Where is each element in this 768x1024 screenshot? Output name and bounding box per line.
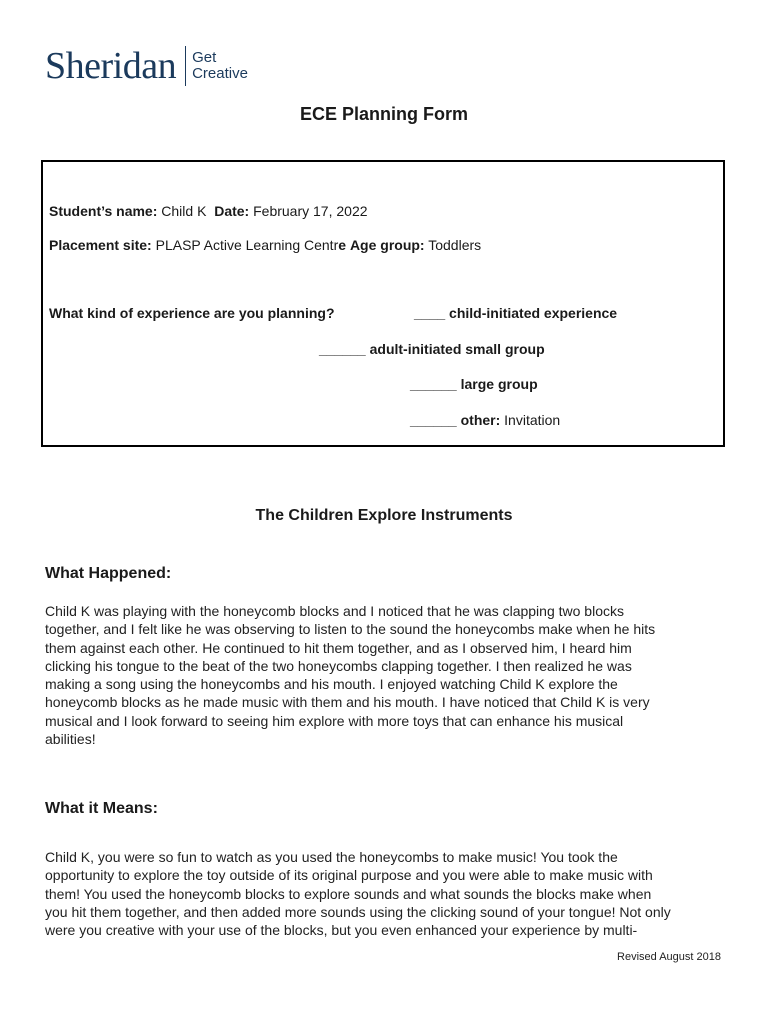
logo-tagline-line-1: Get [192,49,217,66]
what-happened-heading: What Happened: [45,565,172,582]
student-name-label: Student’s name: [49,203,158,219]
paragraph-line: clicking his tongue to the beat of the two honeycombs clapping together. I then realized he was [45,657,632,674]
option-blank: ______ [410,412,457,428]
date-value: February 17, 2022 [253,203,368,219]
paragraph-line: musical and I look forward to seeing him explore with more toys that can enhance his musical [45,712,624,729]
logo-tagline [192,50,248,82]
experience-option-other [410,412,560,428]
logo-wordmark: Sheridan [45,45,177,87]
option-blank: ______ [410,376,457,392]
option-blank: ______ [319,341,366,357]
paragraph-line: opportunity to explore the toy outside of its original purpose and you were able to make music with [45,867,653,884]
what-it-means-paragraph [45,848,735,939]
experience-option-adult-small-group [319,341,545,357]
placement-site-label: Placement site: [49,237,152,253]
student-line [49,203,368,219]
sheridan-logo [45,46,248,86]
age-group-label: Age group: [349,237,425,253]
paragraph-line: you hit them together, and then added more sounds using the clicking sound of your tongue! Not only [45,903,671,920]
student-info-box [41,160,725,447]
paragraph-line: Child K, you were so fun to watch as you used the honeycombs to make music! You took the [45,849,618,865]
placement-site-value: PLASP Active Learning Centr [155,237,339,253]
activity-title: The Children Explore Instruments [255,507,513,524]
placement-line [49,237,481,253]
paragraph-line: making a song using the honeycombs and his mouth. I enjoyed watching Child K explore the [45,676,618,693]
experience-question [49,305,335,321]
paragraph-line: honeycomb blocks as he made music with them and his mouth. I have noticed that Child K is very [45,694,650,711]
paragraph-line: abilities! [45,731,96,748]
paragraph-line: Child K was playing with the honeycomb blocks and I noticed that he was clapping two blocks [45,603,624,619]
option-label: child-initiated experience [449,305,618,321]
paragraph-line: them against each other. He continued to hit them together, and as I observed him, I heard him [45,639,632,656]
student-name-value: Child K [161,203,207,219]
option-label: other: [460,412,501,428]
what-happened-paragraph [45,602,735,748]
option-label: large group [460,376,538,392]
experience-question-text: What kind of experience are you planning? [49,305,335,321]
option-blank: ____ [414,305,446,321]
paragraph-line: were you creative with your use of the blocks, but you even enhanced your experience by multi- [45,922,638,939]
what-it-means-heading: What it Means: [45,800,158,817]
revision-note: Revised August 2018 [617,951,721,963]
date-label: Date: [214,203,250,219]
option-label: adult-initiated small group [369,341,545,357]
logo-tagline-line-2: Creative [192,65,248,82]
age-group-value: Toddlers [428,237,482,253]
option-other-value: Invitation [504,412,561,428]
page-title: ECE Planning Form [299,104,468,124]
experience-option-child-initiated [414,305,617,321]
paragraph-line: together, and I felt like he was observing to listen to the sound the honeycombs make when he hits [45,621,656,638]
paragraph-line: them! You used the honeycomb blocks to explore sounds and what sounds the blocks make when [45,885,652,902]
logo-divider [185,46,186,86]
placement-site-value-end: e [338,237,347,253]
experience-option-large-group [410,376,538,392]
